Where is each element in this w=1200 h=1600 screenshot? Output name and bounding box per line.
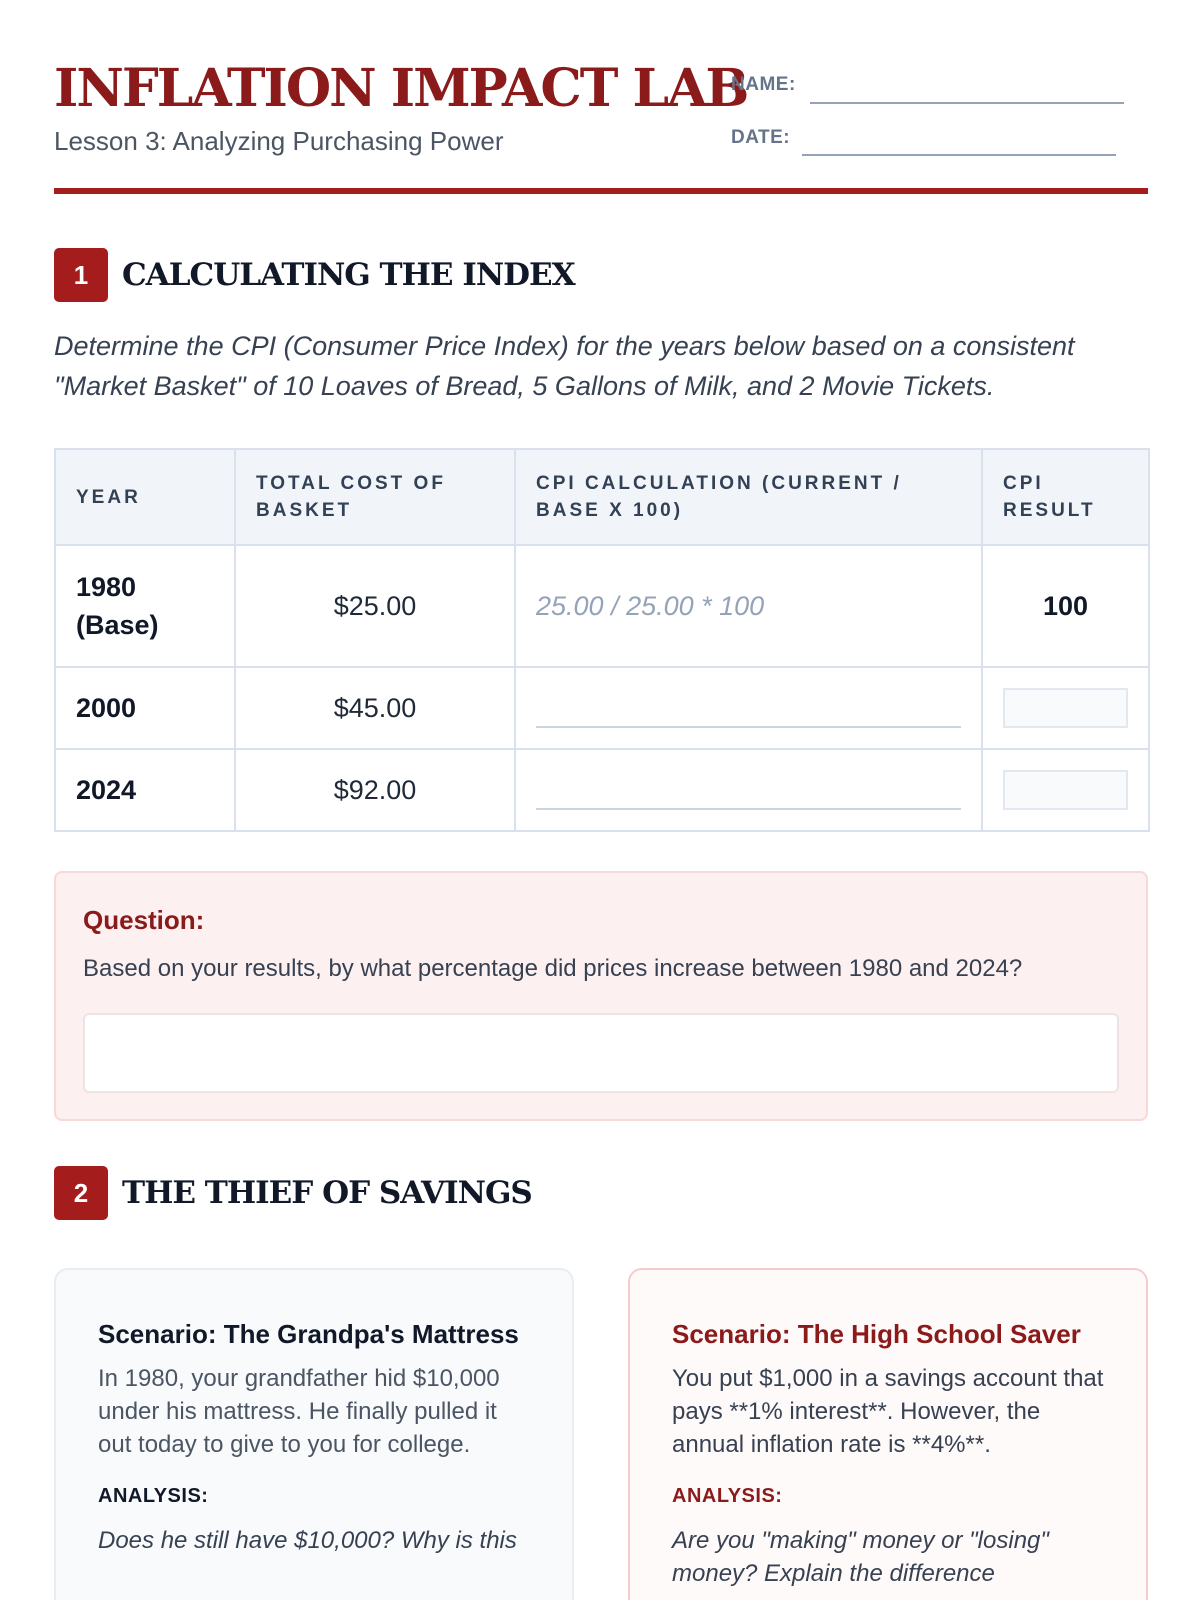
question-box [54,871,1148,1121]
analysis-prompt: Does he still have $10,000? Why is this [98,1527,517,1554]
result-cell [982,749,1149,831]
calculation-cell [515,667,982,749]
cpi-result-value: 100 [982,545,1149,667]
analysis-label: ANALYSIS: [672,1485,783,1507]
year-cell: 1980 (Base) [55,545,235,667]
column-header-year: YEAR [55,449,235,545]
result-cell [982,667,1149,749]
worksheet-header [54,56,1148,194]
column-header-cpi-calculation: CPI CALCULATION (CURRENT / BASE X 100) [515,449,982,545]
table-row [55,667,1149,749]
cost-cell: $45.00 [235,667,515,749]
section-2-heading [54,1166,532,1220]
year-cell: 2024 [55,749,235,831]
section-2-title: THE THIEF OF SAVINGS [122,1175,532,1211]
calculation-answer-line[interactable] [536,770,961,810]
year-cell: 2000 [55,667,235,749]
section-1-heading [54,248,575,302]
example-calculation: 25.00 / 25.00 * 100 [515,545,982,667]
name-field[interactable] [810,102,1124,104]
lesson-subtitle: Lesson 3: Analyzing Purchasing Power [54,126,504,156]
section-1-title: CALCULATING THE INDEX [122,257,575,293]
header-divider [54,188,1148,194]
scenario-description: In 1980, your grandfather hid $10,000 under his mattress. He finally pulled it out today to give to you for college. [98,1365,500,1458]
scenario-title: Scenario: The Grandpa's Mattress [98,1319,519,1349]
section-1-number-badge: 1 [54,248,108,302]
scenario-description: You put $1,000 in a savings account that pays **1% interest**. However, the annual inflation rate is **4%**. [672,1365,1104,1458]
question-text: Based on your results, by what percentage did prices increase between 1980 and 2024? [83,955,1023,982]
calculation-cell [515,749,982,831]
column-header-total-cost: TOTAL COST OF BASKET [235,449,515,545]
name-label: NAME: [731,74,796,95]
analysis-prompt: Are you "making" money or "losing" money? Explain the difference [672,1527,1049,1587]
column-header-cpi-result: CPI RESULT [982,449,1149,545]
table-row [55,545,1149,667]
analysis-label: ANALYSIS: [98,1485,209,1507]
section-1-instructions: Determine the CPI (Consumer Price Index) for the years below based on a consistent "Market Basket" of 10 Loaves of Bread, 5 Gallons of Milk, and 2 Movie Tickets. [54,331,1075,401]
page-title: INFLATION IMPACT LAB [54,58,748,119]
table-row [55,749,1149,831]
scenario-title: Scenario: The High School Saver [672,1319,1081,1349]
scenario-card-saver [628,1268,1148,1600]
date-field[interactable] [802,154,1116,156]
question-answer-field[interactable] [83,1013,1119,1093]
cpi-table [54,448,1150,832]
scenario-card-grandpa [54,1268,574,1600]
question-label: Question: [83,905,205,935]
cost-cell: $25.00 [235,545,515,667]
calculation-answer-line[interactable] [536,688,961,728]
section-2-number-badge: 2 [54,1166,108,1220]
table-header-row [55,449,1149,545]
cpi-result-answer-box[interactable] [1003,770,1128,810]
date-label: DATE: [731,127,791,148]
cost-cell: $92.00 [235,749,515,831]
cpi-result-answer-box[interactable] [1003,688,1128,728]
